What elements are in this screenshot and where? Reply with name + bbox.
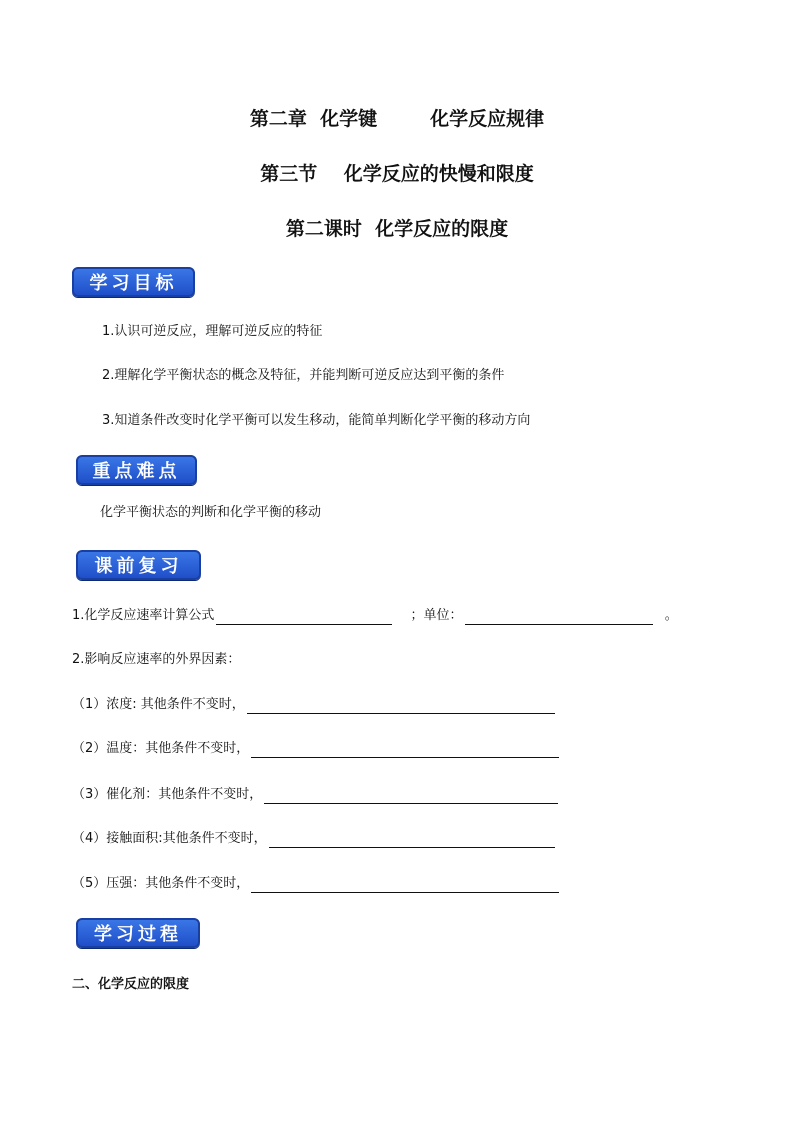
process-heading: 二、化学反应的限度: [72, 977, 190, 992]
section-title: 第三节 化学反应的快慢和限度: [260, 163, 534, 185]
factor-row: [72, 875, 559, 893]
question-text: 1.化学反应速率计算公式: [72, 608, 215, 623]
review-question-2: 2.影响反应速率的外界因素：: [72, 652, 241, 667]
unit-blank[interactable]: [465, 610, 653, 625]
factor-blank[interactable]: [264, 789, 558, 804]
factor-blank[interactable]: [251, 878, 559, 893]
review-badge: 课前复习: [76, 550, 201, 580]
objectives-badge: 学习目标: [72, 267, 195, 297]
factor-label: （3）催化剂：其他条件不变时，: [72, 787, 263, 802]
factor-label: （5）压强：其他条件不变时，: [72, 876, 250, 891]
formula-blank[interactable]: [216, 610, 392, 625]
period-mark: 。: [664, 608, 678, 623]
unit-label: ；单位：: [410, 608, 463, 623]
review-question-1: [72, 607, 678, 625]
objective-item: 2.理解化学平衡状态的概念及特征，并能判断可逆反应达到平衡的条件: [102, 368, 505, 383]
key-points-text: 化学平衡状态的判断和化学平衡的移动: [100, 505, 322, 520]
factor-blank[interactable]: [251, 743, 559, 758]
factor-row: [72, 696, 555, 714]
factor-blank[interactable]: [269, 833, 555, 848]
objective-item: 1.认识可逆反应，理解可逆反应的特征: [102, 324, 323, 339]
factor-row: [72, 740, 559, 758]
lesson-title: 第二课时 化学反应的限度: [285, 218, 509, 240]
process-badge: 学习过程: [76, 918, 200, 948]
objective-item: 3.知道条件改变时化学平衡可以发生移动，能简单判断化学平衡的移动方向: [102, 413, 531, 428]
factor-label: （4）接触面积:其他条件不变时，: [72, 831, 267, 846]
factor-row: [72, 786, 558, 804]
key-points-badge: 重点难点: [76, 455, 197, 485]
factor-row: [72, 830, 555, 848]
factor-label: （1）浓度: 其他条件不变时，: [72, 697, 245, 712]
chapter-title: 第二章 化学键 化学反应规律: [249, 108, 545, 130]
factor-blank[interactable]: [247, 699, 555, 714]
factor-label: （2）温度：其他条件不变时，: [72, 741, 250, 756]
